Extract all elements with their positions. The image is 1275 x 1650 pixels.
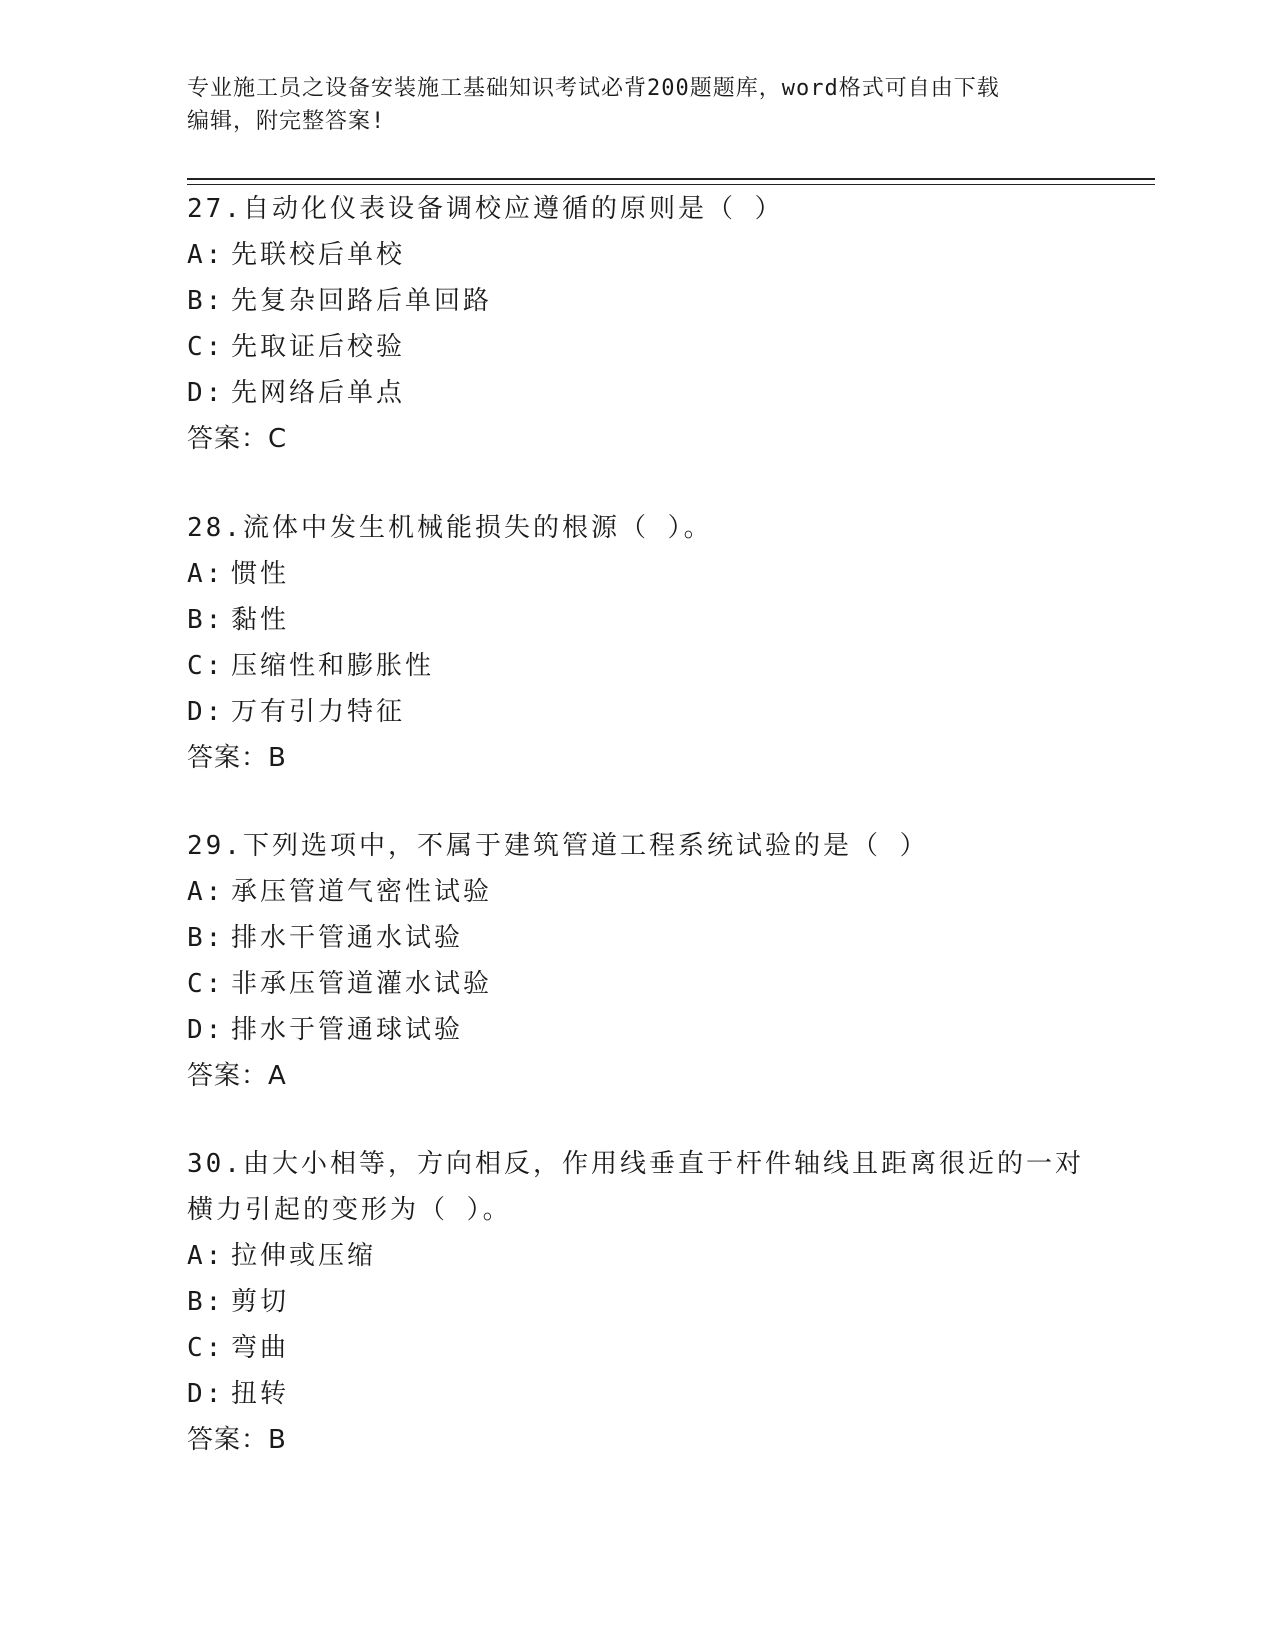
question-stem: 28.流体中发生机械能损失的根源（ ）。 bbox=[187, 513, 713, 543]
option-a bbox=[187, 551, 1087, 597]
question-stem: 27.自动化仪表设备调校应遵循的原则是（ ） bbox=[187, 194, 784, 224]
option-label: B: bbox=[187, 1287, 225, 1317]
option-c bbox=[187, 1325, 1087, 1371]
option-a bbox=[187, 1233, 1087, 1279]
option-text: 先复杂回路后单回路 bbox=[231, 286, 493, 316]
option-text: 黏性 bbox=[231, 605, 290, 635]
option-a bbox=[187, 869, 1087, 915]
answer: 答案：B bbox=[187, 743, 287, 773]
option-text: 万有引力特征 bbox=[231, 697, 406, 727]
option-text: 弯曲 bbox=[231, 1333, 290, 1363]
header-rule-thin bbox=[187, 184, 1155, 185]
option-text: 压缩性和膨胀性 bbox=[231, 651, 435, 681]
option-text: 先取证后校验 bbox=[231, 332, 406, 362]
option-label: B: bbox=[187, 923, 225, 953]
option-label: A: bbox=[187, 240, 225, 270]
option-text: 惯性 bbox=[231, 559, 290, 589]
option-label: C: bbox=[187, 332, 225, 362]
option-text: 剪切 bbox=[231, 1287, 290, 1317]
option-c bbox=[187, 324, 1087, 370]
option-b bbox=[187, 1279, 1087, 1325]
option-d bbox=[187, 1371, 1087, 1417]
option-label: C: bbox=[187, 1333, 225, 1363]
question-28 bbox=[187, 505, 1087, 781]
option-label: D: bbox=[187, 697, 225, 727]
option-label: D: bbox=[187, 1379, 225, 1409]
question-29 bbox=[187, 823, 1087, 1099]
option-text: 非承压管道灌水试验 bbox=[231, 969, 493, 999]
option-d bbox=[187, 689, 1087, 735]
option-b bbox=[187, 597, 1087, 643]
question-stem: 29.下列选项中，不属于建筑管道工程系统试验的是（ ） bbox=[187, 831, 929, 861]
header-line-2: 编辑，附完整答案! bbox=[187, 109, 386, 134]
option-c bbox=[187, 643, 1087, 689]
option-label: C: bbox=[187, 969, 225, 999]
option-text: 排水于管通球试验 bbox=[231, 1015, 464, 1045]
option-b bbox=[187, 915, 1087, 961]
option-d bbox=[187, 370, 1087, 416]
option-label: A: bbox=[187, 877, 225, 907]
option-b bbox=[187, 278, 1087, 324]
option-label: C: bbox=[187, 651, 225, 681]
question-stem-continued: 横力引起的变形为（ ）。 bbox=[187, 1195, 512, 1225]
answer: 答案：B bbox=[187, 1425, 287, 1455]
header-rule-thick bbox=[187, 178, 1155, 180]
question-stem: 30.由大小相等，方向相反，作用线垂直于杆件轴线且距离很近的一对 bbox=[187, 1149, 1084, 1179]
option-c bbox=[187, 961, 1087, 1007]
document-header bbox=[187, 72, 1087, 138]
option-text: 先联校后单校 bbox=[231, 240, 406, 270]
question-27 bbox=[187, 186, 1087, 462]
question-30 bbox=[187, 1141, 1087, 1463]
option-text: 承压管道气密性试验 bbox=[231, 877, 493, 907]
option-label: D: bbox=[187, 378, 225, 408]
option-a bbox=[187, 232, 1087, 278]
option-text: 排水干管通水试验 bbox=[231, 923, 464, 953]
option-label: B: bbox=[187, 605, 225, 635]
option-label: A: bbox=[187, 1241, 225, 1271]
option-text: 拉伸或压缩 bbox=[231, 1241, 377, 1271]
answer: 答案：C bbox=[187, 424, 288, 454]
option-d bbox=[187, 1007, 1087, 1053]
option-label: B: bbox=[187, 286, 225, 316]
answer: 答案：A bbox=[187, 1061, 287, 1091]
header-line-1: 专业施工员之设备安装施工基础知识考试必背200题题库，word格式可自由下载 bbox=[187, 76, 1000, 101]
option-label: D: bbox=[187, 1015, 225, 1045]
option-text: 扭转 bbox=[231, 1379, 290, 1409]
option-label: A: bbox=[187, 559, 225, 589]
option-text: 先网络后单点 bbox=[231, 378, 406, 408]
